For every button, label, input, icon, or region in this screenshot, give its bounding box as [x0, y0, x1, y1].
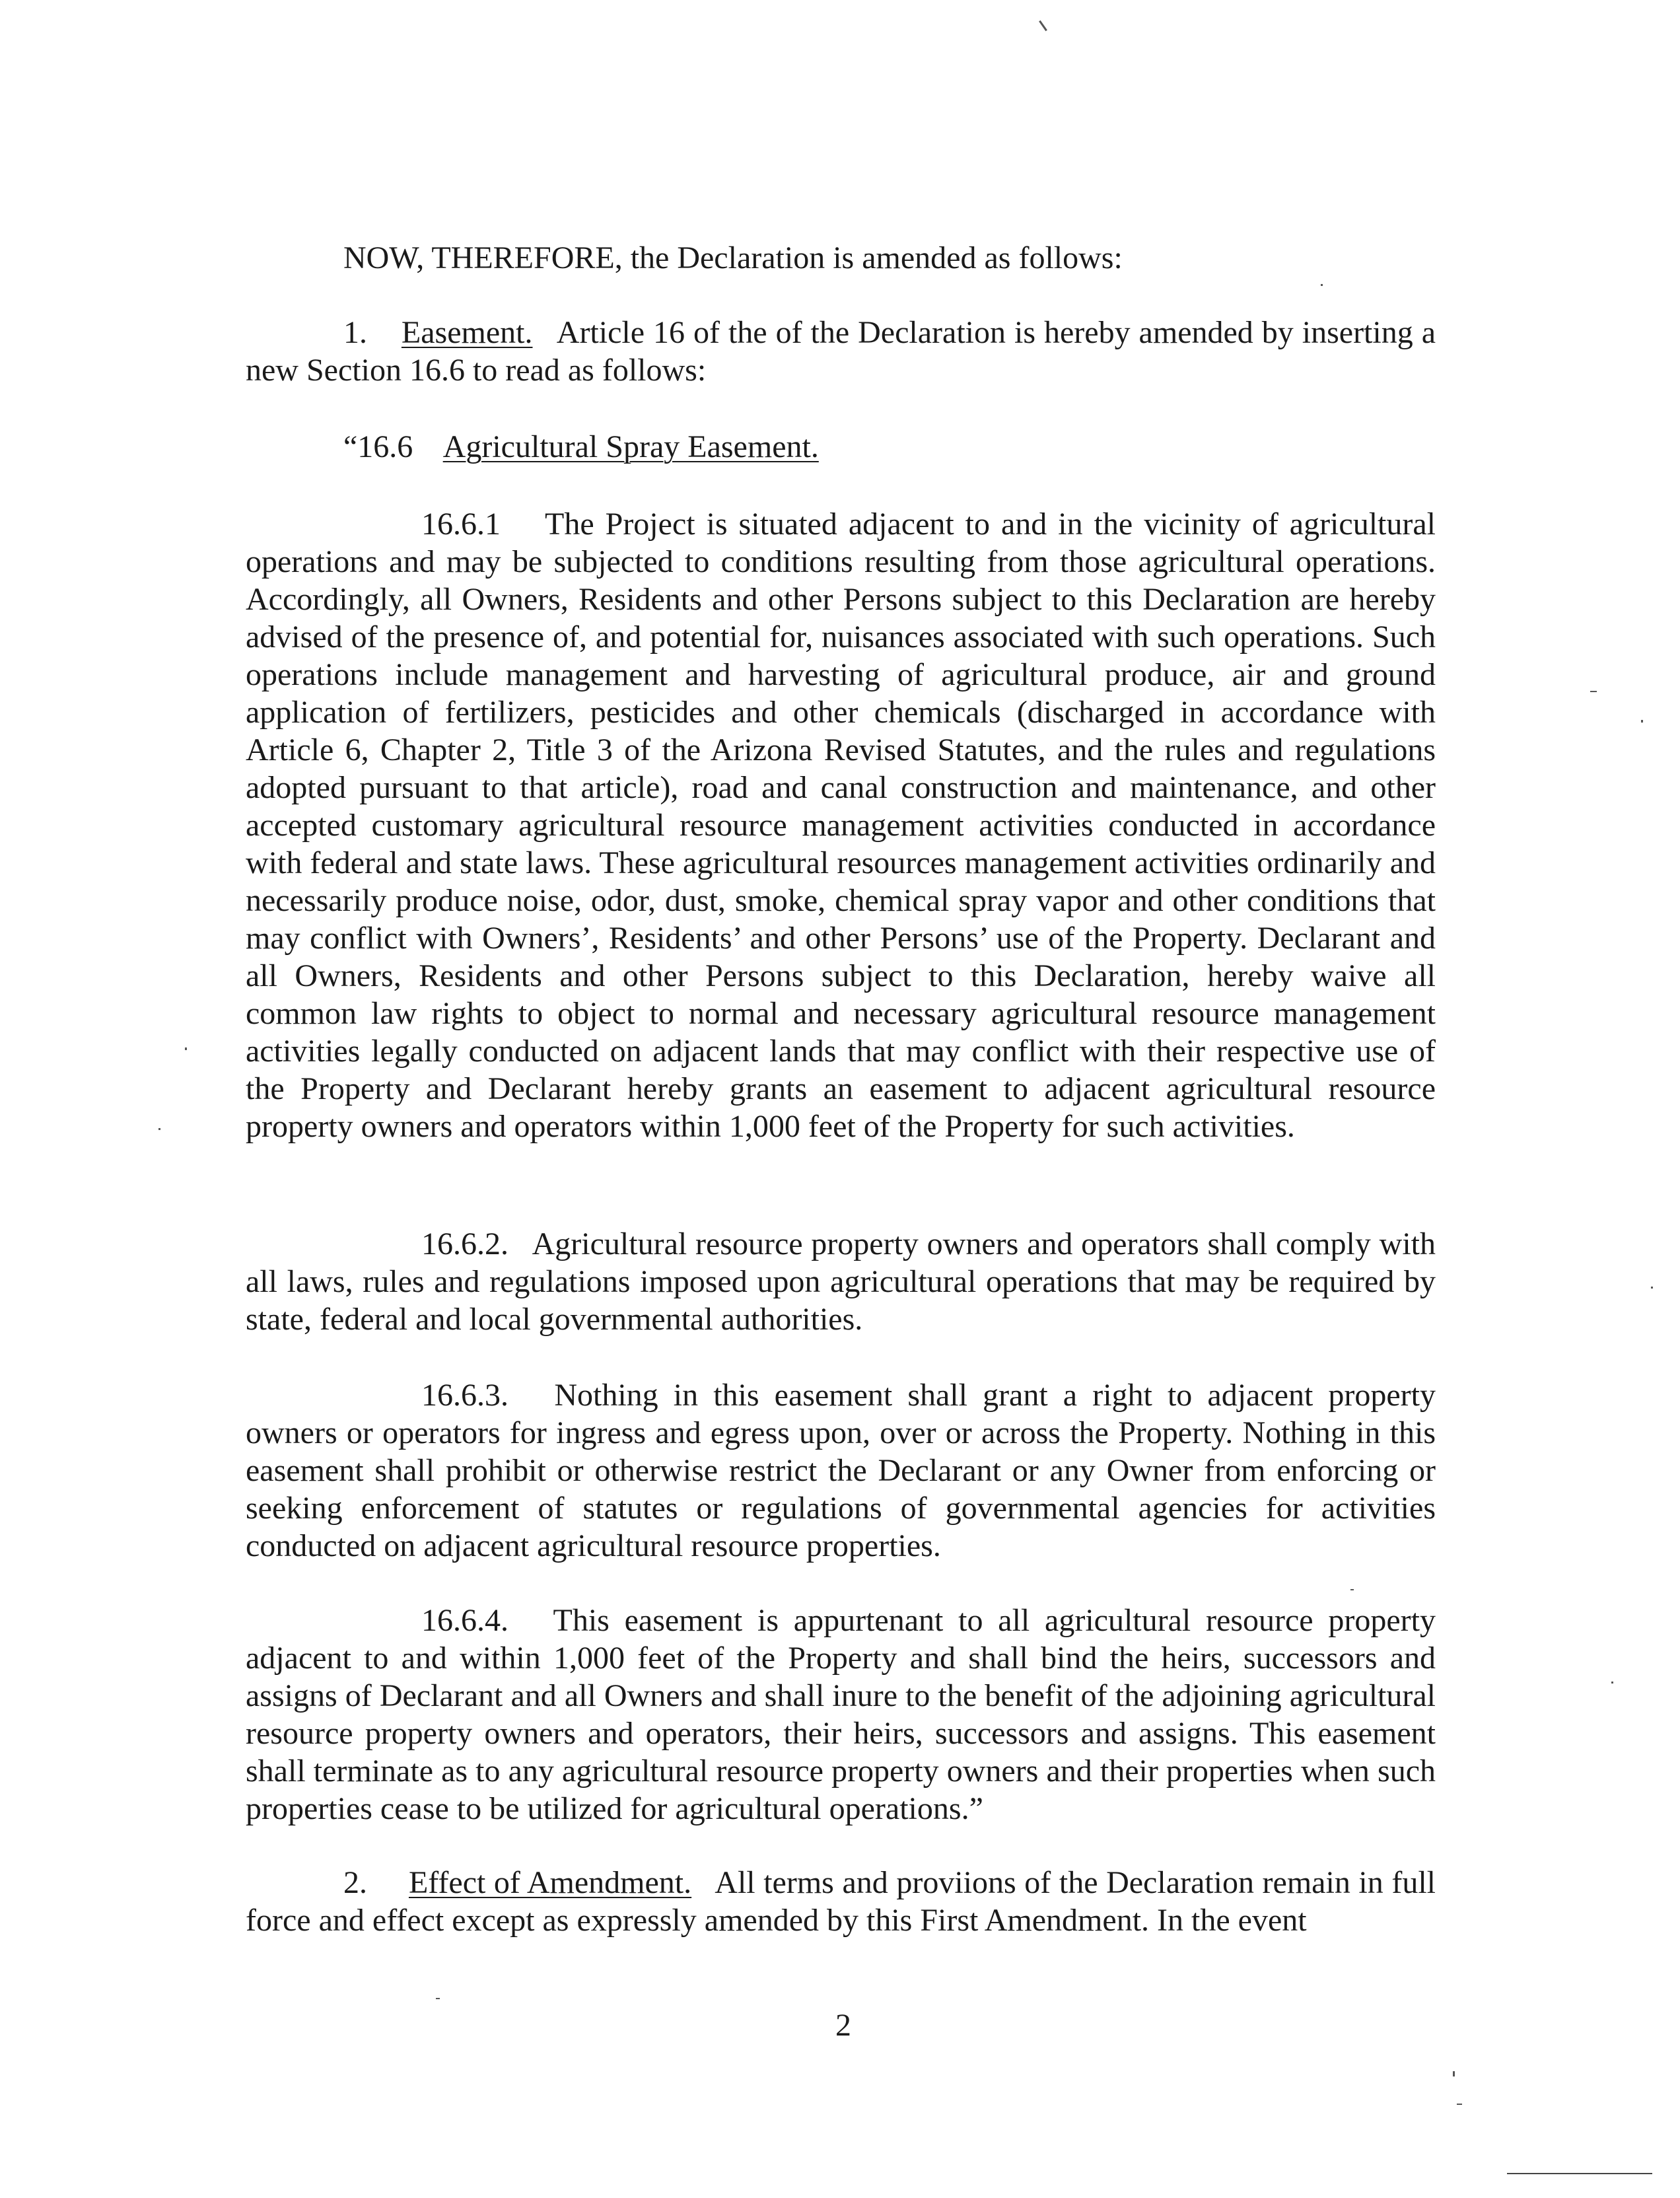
subsection-heading	[246, 428, 1436, 466]
scan-line	[1507, 2173, 1652, 2174]
paragraph-16-6-2	[246, 1225, 1436, 1338]
section-1	[246, 314, 1436, 389]
section-1-text: Article 16 of the of the Declaration is hereby amended by inserting a new Section 16.6 to read as follows:	[246, 315, 1436, 388]
scan-mark	[1641, 720, 1643, 723]
scan-mark	[1611, 1682, 1613, 1684]
paragraph-16-6-3-text: Nothing in this easement shall grant a right to adjacent property owners or operators for ingress and egress upon, over or across the Property. Nothing in this easement shall prohibit or otherwise restrict the Declarant or any Owner from enforcing or seeking enforcement of statutes or regulations of governmental agencies for activities conducted on adjacent agricultural resource properties.	[246, 1378, 1436, 1563]
paragraph-16-6-4-text: This easement is appurtenant to all agricultural resource property adjacent to and within 1,000 feet of the Property and shall bind the heirs, successors and assigns of Declarant and all Owners and shall inure to the benefit of the adjoining agricultural resource property owners and operators, their heirs, successors and assigns. This easement shall terminate as to any agricultural resource property owners and their properties when such properties cease to be utilized for agricultural operations.”	[246, 1603, 1436, 1826]
scan-mark	[436, 1998, 440, 1999]
section-2-text: All terms and proviions of the Declaration remain in full force and effect except as expressly amended by this First Amendment. In the event	[246, 1865, 1436, 1938]
paragraph-16-6-3-number: 16.6.3.	[421, 1378, 508, 1413]
subsection-title: Agricultural Spray Easement.	[442, 429, 819, 464]
scan-mark	[1453, 2071, 1455, 2076]
scan-mark	[1350, 1589, 1354, 1590]
section-2-number: 2.	[343, 1865, 367, 1900]
section-2-heading: Effect of Amendment.	[408, 1865, 692, 1900]
scan-mark	[1590, 691, 1597, 692]
intro-text: NOW, THEREFORE, the Declaration is amended as follows:	[343, 240, 1123, 275]
intro-line	[246, 239, 1436, 277]
section-1-heading: Easement.	[401, 315, 533, 350]
section-2	[246, 1864, 1436, 1939]
subsection-number: “16.6	[343, 429, 413, 464]
scan-mark	[1457, 2104, 1462, 2105]
scan-mark	[185, 1047, 187, 1050]
paragraph-16-6-2-number: 16.6.2.	[421, 1226, 508, 1261]
section-1-number: 1.	[343, 315, 367, 350]
paragraph-16-6-2-text: Agricultural resource property owners and operators shall comply with all laws, rules and regulations imposed upon agricultural operations that may be required by state, federal and local governmental authorities.	[246, 1226, 1436, 1337]
paragraph-16-6-1-text: The Project is situated adjacent to and in the vicinity of agricultural operations and may be subjected to conditions resulting from those agricultural operations. Accordingly, all Owners, Residents and other Persons subject to this Declaration are hereby advised of the presence of, and potential for, nuisances associated with such operations. Such operations include management and harvesting of agricultural produce, air and ground application of fertilizers, pesticides and other chemicals (discharged in accordance with Article 6, Chapter 2, Title 3 of the Arizona Revised Statutes, and the rules and regulations adopted pursuant to that article), road and canal construction and maintenance, and other accepted customary agricultural resource management activities conducted in accordance with federal and state laws. These agricultural resources management activities ordinarily and necessarily produce noise, odor, dust, smoke, chemical spray vapor and other conditions that may conflict with Owners’, Residents’ and other Persons’ use of the Property. Declarant and all Owners, Residents and other Persons subject to this Declaration, hereby waive all common law rights to object to normal and necessary agricultural resource management activities legally conducted on adjacent lands that may conflict with their respective use of the Property and Declarant hereby grants an easement to adjacent agricultural resource property owners and operators within 1,000 feet of the Property for such activities.	[246, 507, 1436, 1144]
paragraph-16-6-4	[246, 1602, 1436, 1827]
scan-mark	[1321, 284, 1323, 286]
paragraph-16-6-3	[246, 1376, 1436, 1565]
page-number: 2	[835, 2008, 851, 2043]
scan-mark	[1039, 20, 1047, 31]
paragraph-16-6-1-number: 16.6.1	[421, 507, 501, 542]
paragraph-16-6-4-number: 16.6.4.	[421, 1603, 508, 1638]
scan-mark	[1651, 1287, 1653, 1289]
scan-mark	[158, 1128, 160, 1130]
paragraph-16-6-1	[246, 505, 1436, 1145]
